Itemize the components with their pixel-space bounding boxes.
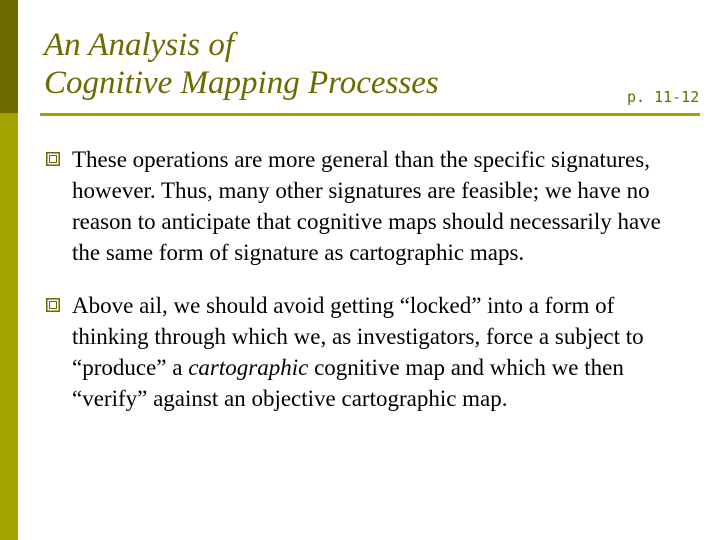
bullet-text	[72, 293, 644, 411]
square-bullet-icon	[46, 298, 60, 312]
title-divider	[40, 113, 700, 116]
bullet-text-before: Above ail, we should avoid getting “locked” into a form of thinking through which we, as investigators, force a subject to “produce” a	[72, 293, 644, 380]
sidebar-accent-dark	[0, 0, 18, 113]
bullet-item-1	[44, 144, 664, 268]
bullet-text: These operations are more general than the specific signatures, however. Thus, many other signatures are feasible; we have no reason to anticipate that cognitive maps should necessarily have the same form of signature as cartographic maps.	[72, 147, 661, 265]
sidebar-accent-light	[0, 113, 18, 540]
bullet-item-2	[44, 290, 664, 414]
slide-title-line-2: Cognitive Mapping Processes	[44, 65, 439, 101]
slide-title-line-1: An Analysis of	[44, 27, 235, 63]
bullet-text-emphasis: cartographic	[188, 355, 309, 380]
slide-title	[44, 26, 439, 102]
page-reference: p. 11-12	[627, 88, 700, 106]
square-bullet-icon	[46, 152, 60, 166]
bullet-text-after: cognitive map and which we then “verify” against an objective cartographic map.	[72, 355, 624, 411]
bullet-list	[44, 144, 664, 436]
